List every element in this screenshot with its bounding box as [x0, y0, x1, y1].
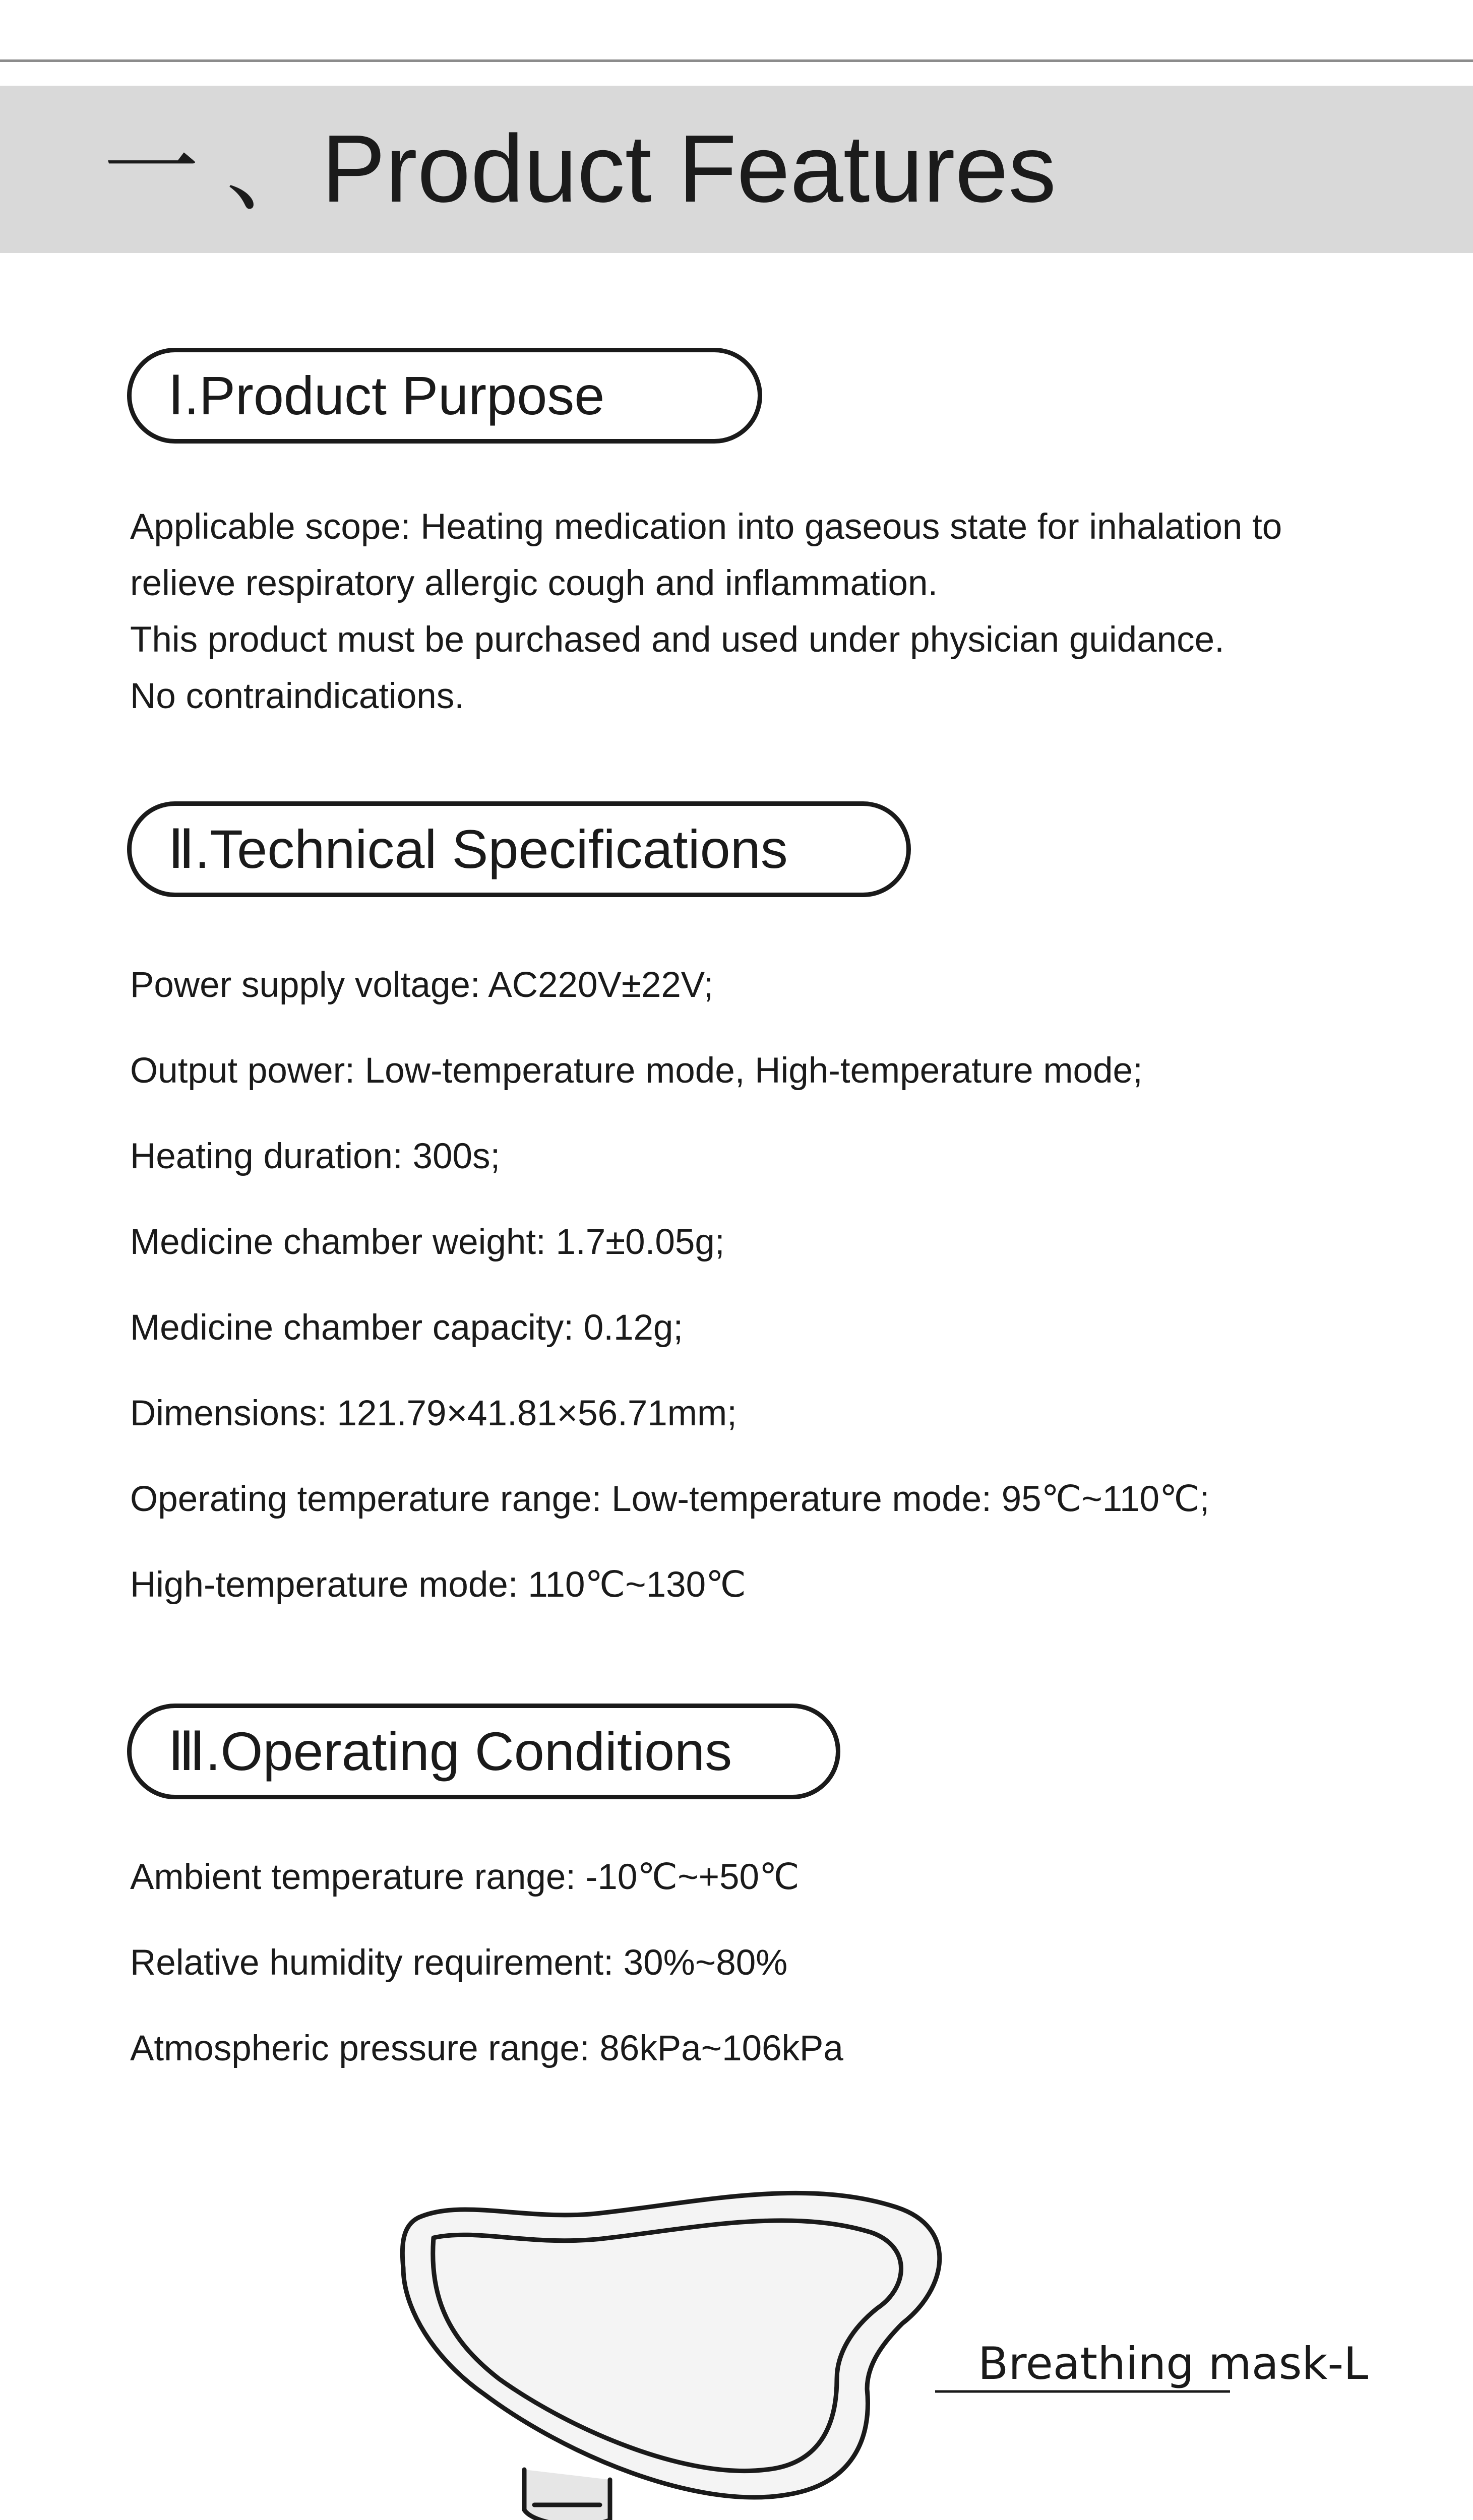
spec-item: Heating duration: 300s; — [130, 1137, 501, 1176]
spec-item: Dimensions: 121.79×41.81×56.71mm; — [130, 1394, 737, 1433]
structure-diagram — [0, 2157, 1473, 2520]
spec-item: High-temperature mode: 110℃~130℃ — [130, 1565, 746, 1605]
spec-item: Operating temperature range: Low-temperature mode: 95℃~110℃; — [130, 1479, 1210, 1519]
label-breathing-mask: Breathing mask-L — [978, 2338, 1369, 2389]
breathing-mask-illustration — [402, 2193, 939, 2520]
spec-item: Medicine chamber weight: 1.7±0.05g; — [130, 1222, 725, 1262]
purpose-line-1: Applicable scope: Heating medication into gaseous state for inhalation to — [130, 507, 1282, 547]
spec-item: Output power: Low-temperature mode, High-temperature mode; — [130, 1051, 1143, 1091]
top-rule — [0, 59, 1473, 62]
section-heading-technical-specifications: Ⅱ.Technical Specifications — [127, 801, 911, 897]
condition-item: Relative humidity requirement: 30%~80% — [130, 1943, 788, 1983]
page-title: 一 、Product Features — [103, 115, 1057, 222]
condition-item: Atmospheric pressure range: 86kPa~106kPa — [130, 2029, 843, 2068]
spec-item: Medicine chamber capacity: 0.12g; — [130, 1308, 684, 1348]
condition-item: Ambient temperature range: -10℃~+50℃ — [130, 1857, 800, 1897]
section-heading-operating-conditions: Ⅲ.Operating Conditions — [127, 1704, 840, 1799]
section-heading-product-purpose: Ⅰ.Product Purpose — [127, 348, 762, 444]
purpose-line-3: This product must be purchased and used under physician guidance. — [130, 620, 1224, 660]
purpose-line-4: No contraindications. — [130, 676, 465, 716]
spec-item: Power supply voltage: AC220V±22V; — [130, 965, 714, 1005]
purpose-line-2: relieve respiratory allergic cough and inflammation. — [130, 563, 938, 603]
